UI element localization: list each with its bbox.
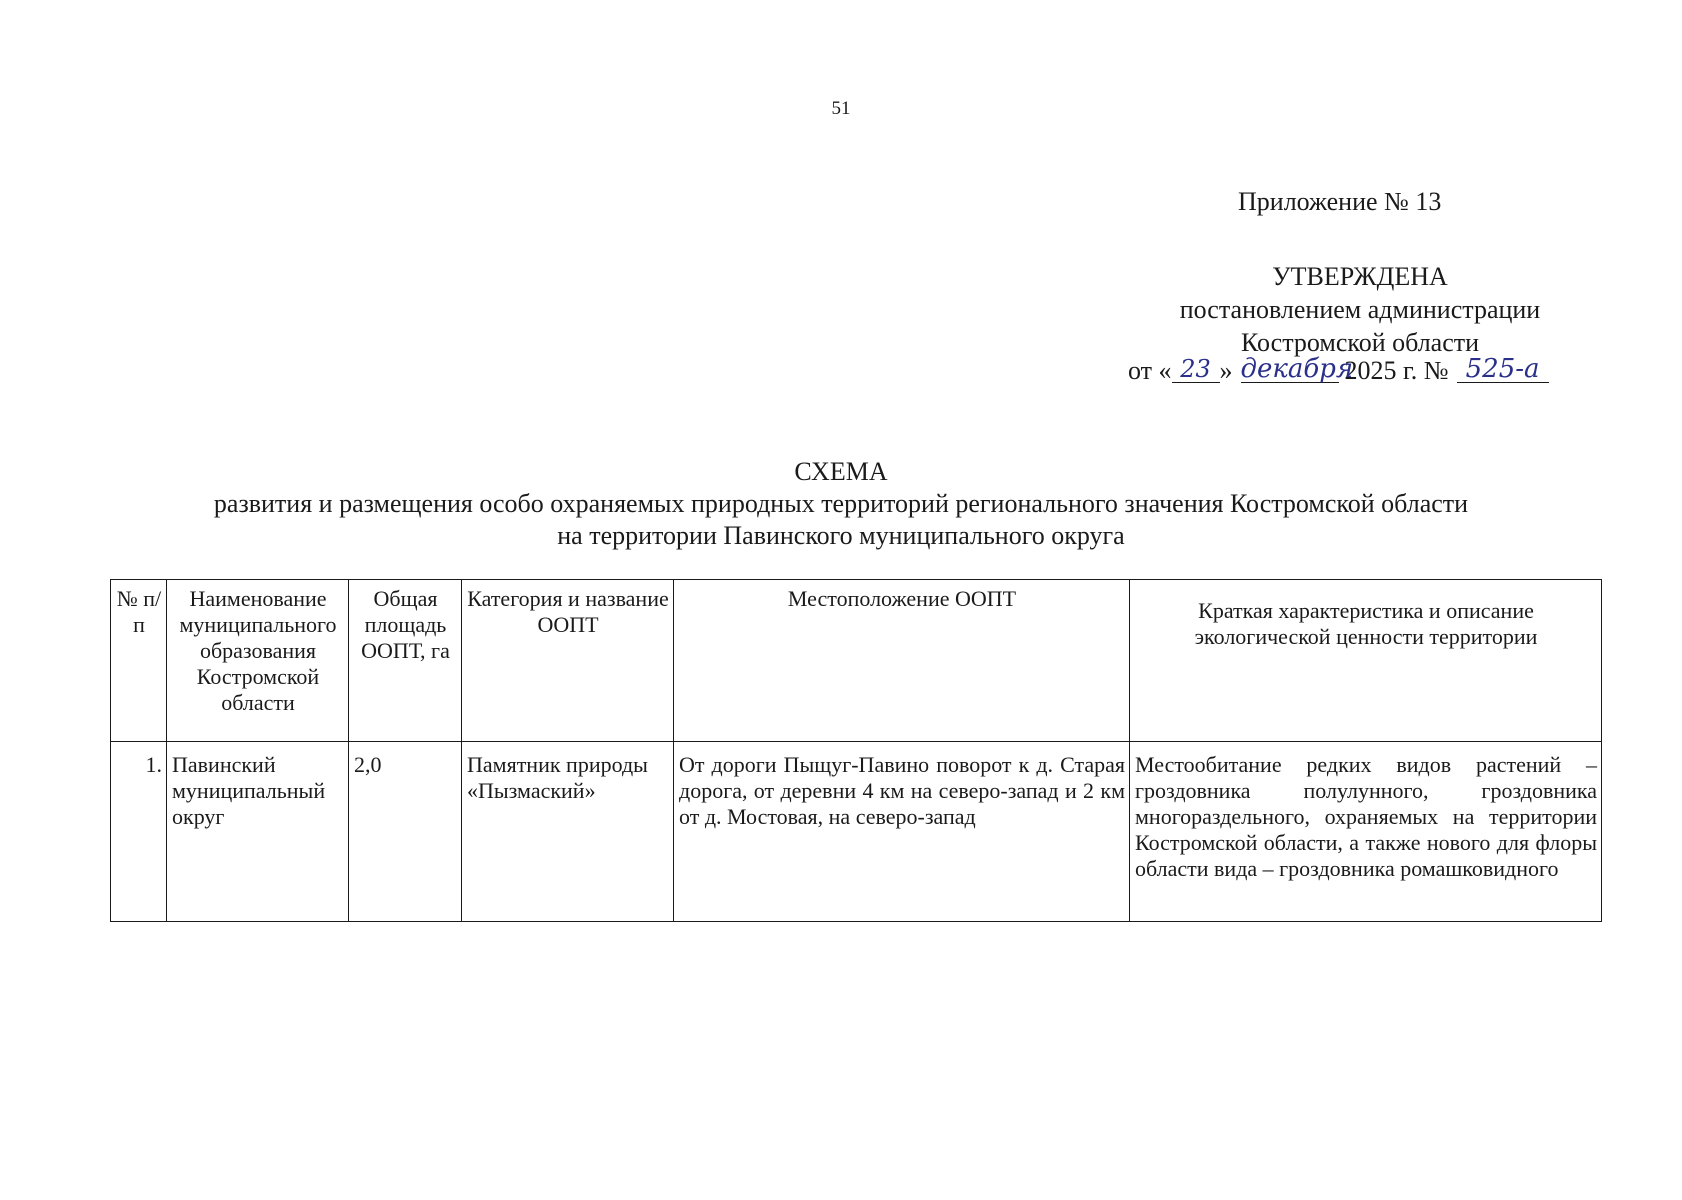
approved-region-line: Костромской области: [1240, 328, 1480, 357]
appendix-label: Приложение № 13: [1238, 187, 1442, 216]
title-line-2: на территории Павинского муниципального округа: [557, 521, 1125, 550]
cell-description: Местообитание редких видов растений – гроздовника полулунного, гроздовника многораздельного, охраняемых на территории Костромской области, а также нового для флоры области вида – гроздовника ромашковидного: [1130, 742, 1602, 922]
cell-num: 1.: [111, 742, 167, 922]
approved-heading: УТВЕРЖДЕНА: [1272, 262, 1448, 291]
cell-category: Памятник природы «Пызмаский»: [462, 742, 674, 922]
handwritten-month: декабря: [1240, 354, 1354, 384]
date-quote-close: »: [1219, 356, 1233, 385]
approved-by-line: постановлением администрации: [1179, 295, 1541, 324]
title-heading: СХЕМА: [794, 457, 888, 486]
document-title: [0, 456, 1682, 552]
date-prefix: от «: [1128, 356, 1172, 385]
approval-date-line: [1128, 356, 1549, 386]
handwritten-day: 23: [1172, 356, 1220, 383]
header-num: № п/п: [111, 580, 167, 742]
table-row: [111, 742, 1602, 922]
table-header-row: [111, 580, 1602, 742]
cell-municipality: Павинский муниципальный округ: [167, 742, 349, 922]
date-year-label: 2025 г. №: [1344, 356, 1449, 385]
header-municipality: Наименование муниципального образования Костромской области: [167, 580, 349, 742]
header-category: Категория и название ООПТ: [462, 580, 674, 742]
header-description-text: Краткая характеристика и описание экологической ценности территории: [1194, 598, 1538, 649]
handwritten-doc-number: 525-а: [1457, 356, 1549, 383]
page-number: 51: [831, 98, 851, 119]
cell-location: От дороги Пыщуг-Павино поворот к д. Старая дорога, от деревни 4 км на северо-запад и 2 км от д. Мостовая, на северо-запад: [674, 742, 1130, 922]
protected-areas-table: [110, 579, 1602, 922]
header-area: Общая площадь ООПТ, га: [349, 580, 462, 742]
header-location: Местоположение ООПТ: [674, 580, 1130, 742]
header-description: [1130, 580, 1602, 742]
cell-area: 2,0: [349, 742, 462, 922]
title-line-1: развития и размещения особо охраняемых природных территорий регионального значения Костромской области: [213, 489, 1469, 518]
approval-block: [1090, 260, 1630, 359]
